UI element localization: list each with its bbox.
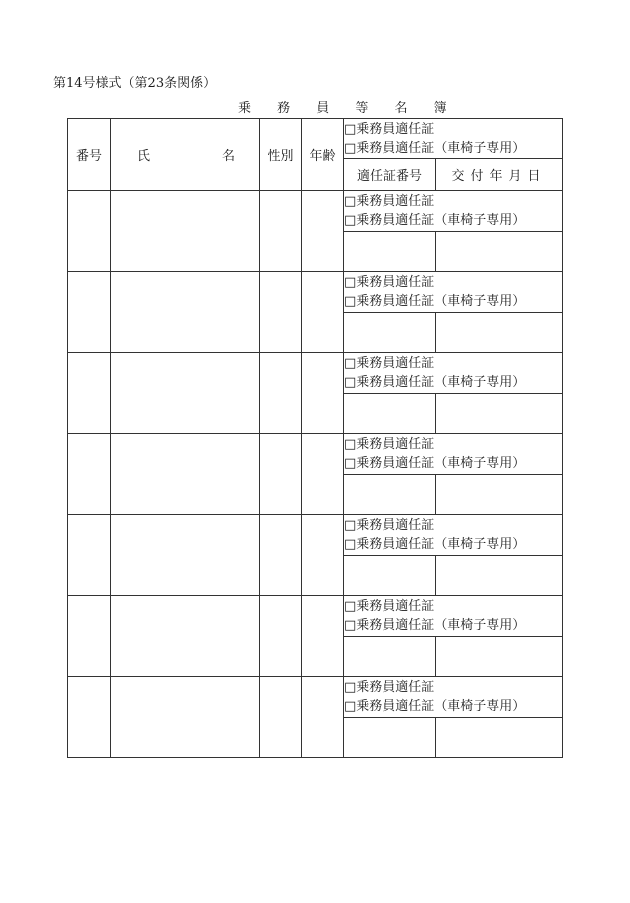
- cert-option-wheelchair[interactable]: □乗務員適任証（車椅子専用）: [344, 699, 526, 714]
- gender-header: 性別: [260, 119, 302, 191]
- name-cell[interactable]: [111, 596, 260, 677]
- gender-cell[interactable]: [260, 191, 302, 272]
- age-cell[interactable]: [302, 272, 344, 353]
- cert-option-wheelchair[interactable]: □乗務員適任証（車椅子専用）: [344, 213, 526, 228]
- cert-option-standard[interactable]: □乗務員適任証: [344, 680, 435, 695]
- cert-option-standard[interactable]: □乗務員適任証: [344, 599, 435, 614]
- age-cell[interactable]: [302, 191, 344, 272]
- crew-row: [68, 353, 563, 394]
- cert-option-standard[interactable]: □乗務員適任証: [344, 275, 435, 290]
- age-cell[interactable]: [302, 434, 344, 515]
- cert-type-cell: [344, 434, 563, 475]
- name-header-left: 氏: [137, 149, 151, 164]
- gender-cell[interactable]: [260, 515, 302, 596]
- age-cell[interactable]: [302, 515, 344, 596]
- gender-cell[interactable]: [260, 353, 302, 434]
- cert-type-cell: [344, 596, 563, 637]
- crew-row: [68, 434, 563, 475]
- name-cell[interactable]: [111, 353, 260, 434]
- number-cell[interactable]: [68, 596, 111, 677]
- cert-number-cell[interactable]: [344, 394, 436, 434]
- cert-option-wheelchair[interactable]: □乗務員適任証（車椅子専用）: [344, 375, 526, 390]
- cert-option-standard[interactable]: □乗務員適任証: [344, 518, 435, 533]
- issue-date-cell[interactable]: [436, 394, 563, 434]
- cert-option-wheelchair[interactable]: □乗務員適任証（車椅子専用）: [344, 456, 526, 471]
- name-header: [111, 119, 260, 191]
- issue-date-cell[interactable]: [436, 475, 563, 515]
- cert-option-standard[interactable]: □乗務員適任証: [344, 356, 435, 371]
- cert-option-wheelchair[interactable]: □乗務員適任証（車椅子専用）: [344, 618, 526, 633]
- cert-option-standard-header: □乗務員適任証: [344, 121, 435, 137]
- name-cell[interactable]: [111, 191, 260, 272]
- cert-option-wheelchair-header: □乗務員適任証（車椅子専用）: [344, 140, 526, 156]
- name-cell[interactable]: [111, 515, 260, 596]
- cert-number-cell[interactable]: [344, 718, 436, 758]
- number-cell[interactable]: [68, 515, 111, 596]
- page-title: 乗 務 員 等 名 簿: [238, 101, 458, 116]
- crew-row: [68, 191, 563, 232]
- age-header: 年齢: [302, 119, 344, 191]
- crew-row: [68, 272, 563, 313]
- number-cell[interactable]: [68, 272, 111, 353]
- age-cell[interactable]: [302, 677, 344, 758]
- cert-number-cell[interactable]: [344, 232, 436, 272]
- age-cell[interactable]: [302, 596, 344, 677]
- issue-date-header: 交付年月日: [436, 159, 563, 191]
- cert-number-cell[interactable]: [344, 637, 436, 677]
- cert-number-header: 適任証番号: [344, 159, 436, 191]
- crew-row: [68, 596, 563, 637]
- gender-cell[interactable]: [260, 434, 302, 515]
- cert-number-cell[interactable]: [344, 556, 436, 596]
- crew-row: [68, 677, 563, 718]
- cert-option-wheelchair[interactable]: □乗務員適任証（車椅子専用）: [344, 537, 526, 552]
- name-header-right: 名: [221, 149, 235, 164]
- gender-cell[interactable]: [260, 596, 302, 677]
- name-cell[interactable]: [111, 677, 260, 758]
- cert-option-standard[interactable]: □乗務員適任証: [344, 194, 435, 209]
- header-row: [68, 119, 563, 159]
- number-cell[interactable]: [68, 677, 111, 758]
- number-cell[interactable]: [68, 191, 111, 272]
- cert-option-standard[interactable]: □乗務員適任証: [344, 437, 435, 452]
- cert-type-header: [344, 119, 563, 159]
- cert-type-cell: [344, 677, 563, 718]
- number-header: 番号: [68, 119, 111, 191]
- issue-date-cell[interactable]: [436, 718, 563, 758]
- number-cell[interactable]: [68, 353, 111, 434]
- cert-type-cell: [344, 515, 563, 556]
- form-number: 第14号様式（第23条関係）: [53, 76, 217, 91]
- issue-date-cell[interactable]: [436, 637, 563, 677]
- name-cell[interactable]: [111, 272, 260, 353]
- issue-date-cell[interactable]: [436, 232, 563, 272]
- gender-cell[interactable]: [260, 272, 302, 353]
- cert-type-cell: [344, 353, 563, 394]
- crew-row: [68, 515, 563, 556]
- issue-date-cell[interactable]: [436, 556, 563, 596]
- cert-number-cell[interactable]: [344, 475, 436, 515]
- cert-number-cell[interactable]: [344, 313, 436, 353]
- issue-date-cell[interactable]: [436, 313, 563, 353]
- crew-roster-table: [67, 118, 563, 758]
- cert-type-cell: [344, 191, 563, 232]
- number-cell[interactable]: [68, 434, 111, 515]
- gender-cell[interactable]: [260, 677, 302, 758]
- age-cell[interactable]: [302, 353, 344, 434]
- cert-option-wheelchair[interactable]: □乗務員適任証（車椅子専用）: [344, 294, 526, 309]
- cert-type-cell: [344, 272, 563, 313]
- name-cell[interactable]: [111, 434, 260, 515]
